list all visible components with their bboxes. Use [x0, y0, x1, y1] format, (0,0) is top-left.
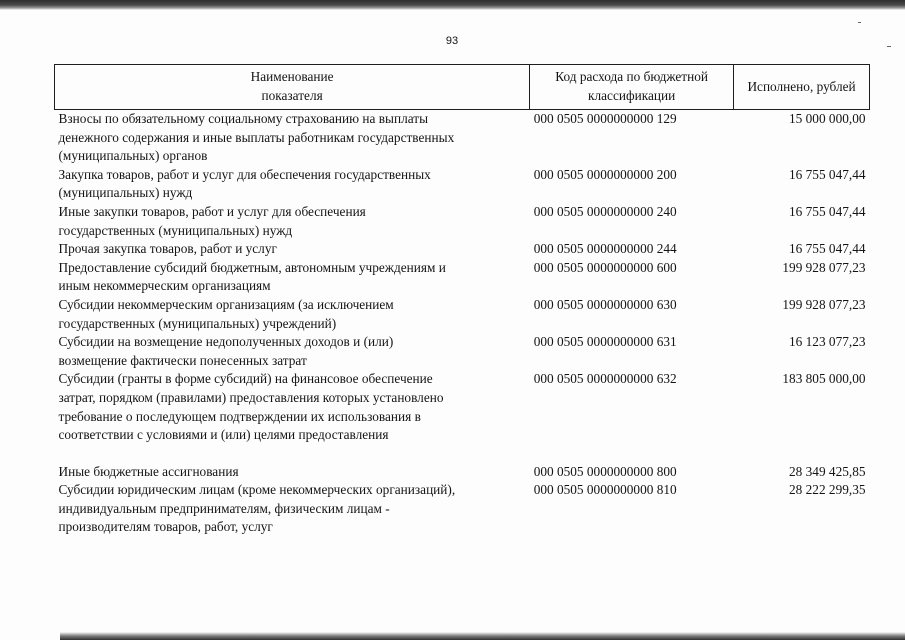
row-code-cell: 000 0505 0000000000 630 — [533, 296, 677, 312]
table-row — [55, 203, 870, 240]
row-code-cell: 000 0505 0000000000 240 — [533, 203, 677, 219]
row-amount-cell: 16 123 077,23 — [789, 334, 866, 350]
row-name-cell — [55, 259, 530, 296]
row-name-line: государственных (муниципальных) учреждений) — [58, 315, 337, 331]
header-name-line: Наименование — [250, 69, 334, 85]
scan-speck — [887, 46, 891, 47]
row-name-line: Прочая закупка товаров, работ и услуг — [58, 241, 277, 257]
scan-top-edge — [0, 0, 905, 10]
row-name-line: Предоставление субсидий бюджетным, автономным учреждениям и — [58, 259, 446, 275]
row-name-line: (муниципальных) нужд — [58, 185, 193, 201]
header-amount: Исполнено, рублей — [734, 65, 870, 110]
header-code-line: Код расхода по бюджетной — [555, 69, 708, 85]
row-amount-cell: 16 755 047,44 — [789, 203, 866, 219]
row-code-cell: 000 0505 0000000000 800 — [533, 463, 677, 479]
row-name-line: Закупка товаров, работ и услуг для обеспечения государственных — [58, 166, 431, 182]
row-name-line: Иные закупки товаров, работ и услуг для обеспечения — [58, 203, 366, 219]
row-name-line: возмещение фактически понесенных затрат — [58, 352, 307, 368]
row-name-cell — [55, 481, 530, 537]
row-name-line: Субсидии юридическим лицам (кроме некоммерческих организаций), — [58, 482, 456, 498]
row-name-cell — [55, 333, 530, 370]
table-row — [55, 481, 870, 537]
table-row — [55, 333, 870, 370]
header-code — [530, 65, 734, 110]
spacer-cell — [55, 445, 870, 463]
row-name-line: государственных (муниципальных) нужд — [58, 222, 293, 238]
scan-speck — [858, 22, 861, 23]
row-name-cell — [55, 370, 530, 444]
row-amount-cell: 183 805 000,00 — [782, 371, 866, 387]
header-name — [55, 65, 530, 110]
row-name-line: Субсидии на возмещение недополученных доходов и (или) — [58, 334, 394, 350]
row-code-cell: 000 0505 0000000000 632 — [533, 371, 677, 387]
row-amount-cell: 28 349 425,85 — [789, 463, 866, 479]
row-name-line: Субсидии некоммерческим организациям (за исключением — [58, 296, 394, 312]
row-name-cell — [55, 296, 530, 333]
row-name-cell — [55, 166, 530, 203]
row-name-line: требование о последующем подтверждении их использования в — [58, 408, 421, 424]
row-code-cell: 000 0505 0000000000 200 — [533, 166, 677, 182]
row-name-cell — [55, 110, 530, 166]
scan-bottom-edge — [60, 632, 905, 640]
row-amount-cell: 28 222 299,35 — [789, 482, 866, 498]
row-amount-cell: 199 928 077,23 — [782, 296, 866, 312]
row-name-line: (муниципальных) органов — [58, 148, 208, 164]
header-code-line: классификации — [588, 88, 676, 103]
table-row — [55, 463, 870, 482]
row-name-line: затрат, порядком (правилами) предоставления которых установлено — [58, 389, 444, 405]
table-body — [55, 110, 870, 538]
row-amount-cell: 199 928 077,23 — [782, 259, 866, 275]
row-name-cell — [55, 203, 530, 240]
row-name-line: иным некоммерческим организациям — [58, 278, 271, 294]
row-name-line: Взносы по обязательному социальному страхованию на выплаты — [58, 111, 429, 126]
row-amount-cell: 16 755 047,44 — [789, 241, 866, 257]
row-amount-cell: 15 000 000,00 — [789, 111, 866, 126]
row-code-cell: 000 0505 0000000000 244 — [533, 241, 677, 257]
row-code-cell: 000 0505 0000000000 810 — [533, 482, 677, 498]
row-name-line: производителям товаров, работ, услуг — [58, 519, 273, 535]
table-row — [55, 296, 870, 333]
header-name-line: показателя — [261, 88, 323, 103]
row-code-cell: 000 0505 0000000000 129 — [533, 111, 677, 126]
row-amount-cell: 16 755 047,44 — [789, 166, 866, 182]
row-name-line: Субсидии (гранты в форме субсидий) на финансовое обеспечение — [58, 371, 433, 387]
budget-table — [54, 64, 870, 537]
page-number: 93 — [445, 35, 459, 47]
row-name-cell — [55, 240, 530, 259]
table-row — [55, 370, 870, 444]
row-name-cell — [55, 463, 530, 482]
row-name-line: индивидуальным предпринимателям, физическим лицам - — [58, 500, 390, 516]
row-name-line: денежного содержания и иные выплаты работникам государственных — [58, 129, 455, 145]
row-name-line: соответствии с условиями и (или) целями предоставления — [58, 427, 389, 443]
table-row — [55, 259, 870, 296]
row-name-line: Иные бюджетные ассигнования — [58, 463, 239, 479]
row-code-cell: 000 0505 0000000000 631 — [533, 334, 677, 350]
table-row — [55, 166, 870, 203]
row-code-cell: 000 0505 0000000000 600 — [533, 259, 677, 275]
table-row — [55, 110, 870, 166]
row-spacer — [55, 445, 870, 463]
table-row — [55, 240, 870, 259]
table-header-row — [55, 65, 870, 110]
